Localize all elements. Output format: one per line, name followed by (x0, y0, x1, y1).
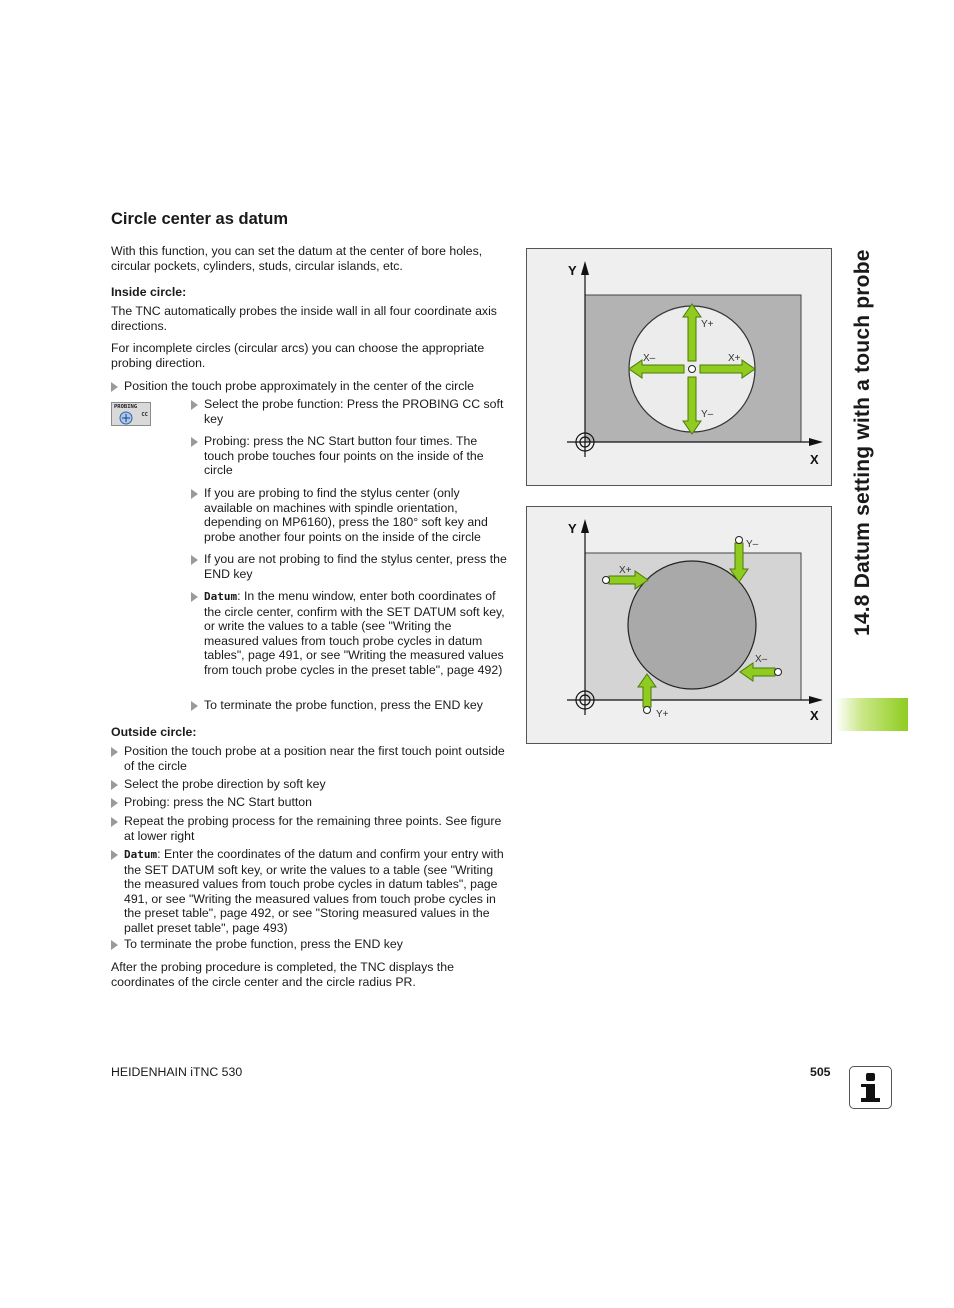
bullet-arrow-icon (191, 555, 198, 565)
page-number: 505 (810, 1065, 831, 1079)
label-xminus: X– (643, 353, 656, 364)
inside-circle-title: Inside circle: (111, 285, 187, 299)
bullet-arrow-icon (191, 592, 198, 602)
label-yminus: Y– (746, 539, 759, 550)
label-xminus: X– (755, 654, 768, 665)
x-axis-arrow-icon (809, 696, 823, 704)
bullet-arrow-icon (111, 850, 118, 860)
label-yplus: Y+ (656, 709, 669, 720)
inside-substep-stylus-center: If you are probing to find the stylus center (only available on machines with spindle orientation, depending on MP6160), press the 180° soft key and probe another four points on the inside of the circle (191, 486, 507, 544)
inside-substep-end: If you are not probing to find the stylus center, press the END key (191, 552, 507, 581)
bullet-arrow-icon (111, 382, 118, 392)
probe-circle-icon (119, 411, 133, 425)
outside-step-4: Repeat the probing process for the remaining three points. See figure at lower right (111, 814, 511, 843)
probe-point-right (775, 669, 782, 676)
bullet-arrow-icon (111, 780, 118, 790)
page-heading: Circle center as datum (111, 210, 288, 228)
outside-step-1: Position the touch probe at a position near the first touch point outside of the circle (111, 744, 511, 773)
inside-substep-terminate: To terminate the probe function, press the END key (191, 698, 507, 713)
inside-paragraph-2: For incomplete circles (circular arcs) you can choose the appropriate probing direction. (111, 341, 485, 370)
inside-step-1: Position the touch probe approximately in the center of the circle (111, 379, 511, 394)
label-yplus: Y+ (701, 319, 714, 330)
info-icon (849, 1066, 892, 1109)
y-axis-label: Y (568, 521, 577, 536)
label-yminus: Y– (701, 409, 714, 420)
outside-circle-figure (526, 506, 832, 744)
inside-substep-select: Select the probe function: Press the PROBING CC soft key (191, 397, 507, 426)
probing-cc-softkey[interactable]: PROBING CC (111, 402, 151, 426)
bullet-arrow-icon (111, 817, 118, 827)
chapter-tab (836, 698, 908, 731)
bullet-arrow-icon (191, 489, 198, 499)
x-axis-label: X (810, 708, 819, 723)
bullet-arrow-icon (191, 701, 198, 711)
footer-product: HEIDENHAIN iTNC 530 (111, 1065, 243, 1079)
datum-keyword: Datum (124, 848, 158, 861)
intro-paragraph: With this function, you can set the datum at the center of bore holes, circular pockets, cylinders, studs, circular islands, etc. (111, 244, 483, 273)
bullet-arrow-icon (111, 798, 118, 808)
probe-point-left (603, 577, 610, 584)
inside-substep-datum: Datum: In the menu window, enter both coordinates of the circle center, confirm with the SET DATUM soft key, or write the values to a table (see "Writing the measured values from touch probe cycles in datum tables", page 491, or see "Writing the measured values from touch probe cycles in the preset table", page 492) (191, 589, 507, 677)
bullet-arrow-icon (111, 747, 118, 757)
x-axis-label: X (810, 452, 819, 467)
outside-step-3: Probing: press the NC Start button (111, 795, 511, 810)
outside-step-2: Select the probe direction by soft key (111, 777, 511, 792)
probe-point-top (736, 537, 743, 544)
bullet-arrow-icon (191, 437, 198, 447)
datum-keyword: Datum (204, 590, 238, 603)
bullet-arrow-icon (111, 940, 118, 950)
y-axis-arrow-icon (581, 261, 589, 275)
inside-circle-figure (526, 248, 832, 486)
bullet-arrow-icon (191, 400, 198, 410)
label-xplus: X+ (619, 565, 632, 576)
inside-substep-probing: Probing: press the NC Start button four times. The touch probe touches four points on the inside of the circle (191, 434, 507, 478)
outside-circle-title: Outside circle: (111, 725, 197, 739)
y-axis-arrow-icon (581, 519, 589, 533)
closing-paragraph: After the probing procedure is completed, the TNC displays the coordinates of the circle center and the circle radius PR. (111, 960, 454, 989)
x-axis-arrow-icon (809, 438, 823, 446)
probe-start-point (689, 366, 696, 373)
label-xplus: X+ (728, 353, 741, 364)
outside-step-terminate: To terminate the probe function, press the END key (111, 937, 511, 952)
outside-step-datum: Datum: Enter the coordinates of the datum and confirm your entry with the SET DATUM soft key, or write the values to a table (see "Writing the measured values from touch probe cycles in datum tables", page 491, or see "Writing the measured values from touch probe cycles in the preset table", page 492, or see "Storing measured values in the pallet preset table", page 493) (111, 847, 511, 935)
inside-paragraph-1: The TNC automatically probes the inside wall in all four coordinate axis directions. (111, 304, 497, 333)
y-axis-label: Y (568, 263, 577, 278)
probe-point-bottom (644, 707, 651, 714)
